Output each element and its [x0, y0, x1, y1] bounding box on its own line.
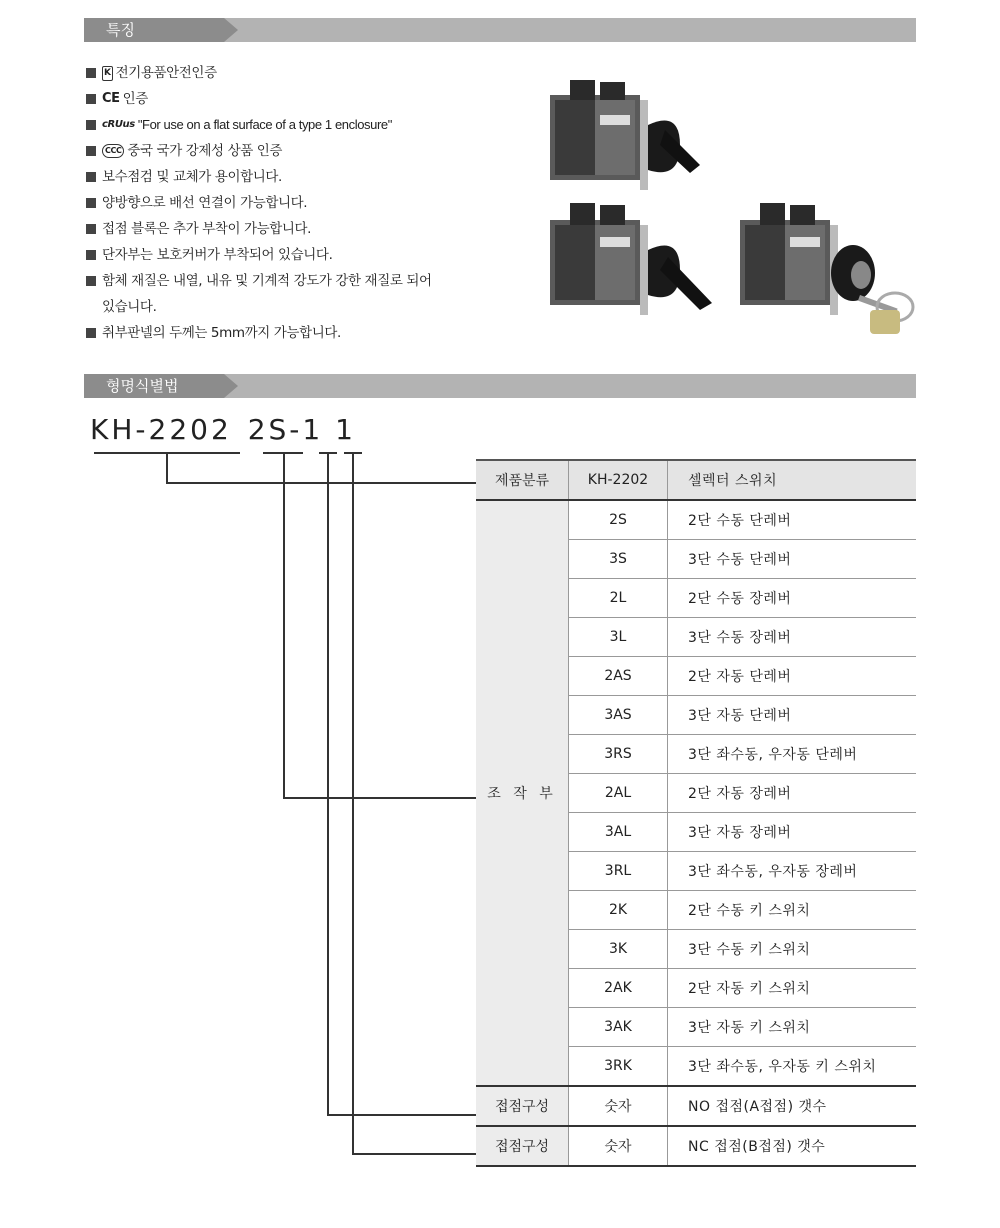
- feature-item: 취부판넬의 두께는 5mm까지 가능합니다.: [86, 320, 506, 346]
- nc-connector-v: [352, 452, 354, 1155]
- table-row: 조 작 부 2S 2단 수동 단레버: [476, 500, 916, 540]
- feature-item: 접점 블록은 추가 부착이 가능합니다.: [86, 216, 506, 242]
- prefix-connector-h: [166, 482, 476, 484]
- table-row: 2L 2단 수동 장레버: [476, 579, 916, 618]
- features-list: [86, 60, 506, 346]
- operator-group-label: 조 작 부: [476, 500, 569, 1086]
- model-section-header: [84, 374, 916, 398]
- table-header-row: [476, 460, 916, 500]
- header-desc: 셀렉터 스위치: [668, 460, 917, 500]
- feature-item-continuation: 있습니다.: [102, 299, 157, 315]
- features-section-header: [84, 18, 916, 42]
- feature-item: 양방향으로 배선 연결이 가능합니다.: [86, 190, 506, 216]
- table-row: 3L 3단 수동 장레버: [476, 618, 916, 657]
- table-row: 3AL 3단 자동 장레버: [476, 813, 916, 852]
- table-row-contact-nc: 접점구성 숫자 NC 접점(B접점) 갯수: [476, 1126, 916, 1166]
- table-row-contact-no: 접점구성 숫자 NO 접점(A접점) 갯수: [476, 1086, 916, 1126]
- feature-item: CE 인증: [86, 86, 506, 112]
- model-code: [90, 413, 356, 446]
- model-section-title: 형명식별법: [84, 374, 224, 398]
- feature-item: 단자부는 보호커버가 부착되어 있습니다.: [86, 242, 506, 268]
- model-code-no: 1: [302, 413, 324, 446]
- feature-item: cRUus "For use on a flat surface of a type 1 enclosure": [86, 112, 506, 138]
- table-row: 3RL 3단 좌수동, 우자동 장레버: [476, 852, 916, 891]
- table-row: 3S 3단 수동 단레버: [476, 540, 916, 579]
- selector-switch-short-lever-image: [540, 70, 710, 195]
- header-category: 제품분류: [476, 460, 569, 500]
- model-code-dash: -: [289, 413, 303, 446]
- table-row: 3RK 3단 좌수동, 우자동 키 스위치: [476, 1047, 916, 1087]
- selector-switch-long-lever-image: [540, 195, 720, 320]
- nc-connector-h: [352, 1153, 476, 1155]
- model-code-prefix: KH-2202: [90, 413, 232, 446]
- table-row: 2K 2단 수동 키 스위치: [476, 891, 916, 930]
- selector-switch-key-image: [735, 195, 920, 345]
- table-row: 2AS 2단 자동 단레버: [476, 657, 916, 696]
- model-spec-table: [476, 459, 916, 1167]
- features-section-title: 특징: [84, 18, 224, 42]
- feature-item: 함체 재질은 내열, 내유 및 기계적 강도가 강한 재질로 되어: [86, 268, 506, 294]
- culus-mark-icon: cRUus: [102, 119, 135, 130]
- no-connector-v: [327, 452, 329, 1116]
- table-row: 3K 3단 수동 키 스위치: [476, 930, 916, 969]
- feature-item: 보수점검 및 교체가 용이합니다.: [86, 164, 506, 190]
- prefix-connector-v: [166, 452, 168, 484]
- ce-mark-icon: CE: [102, 91, 120, 106]
- table-row: 3AS 3단 자동 단레버: [476, 696, 916, 735]
- model-code-operator: 2S: [247, 413, 290, 446]
- table-row: 2AL 2단 자동 장레버: [476, 774, 916, 813]
- feature-item: CCC 중국 국가 강제성 상품 인증: [86, 138, 506, 164]
- operator-connector-h: [283, 797, 476, 799]
- ccc-mark-icon: CCC: [102, 144, 124, 158]
- table-row: 3RS 3단 좌수동, 우자동 단레버: [476, 735, 916, 774]
- table-row: 2AK 2단 자동 키 스위치: [476, 969, 916, 1008]
- header-code: KH-2202: [569, 460, 668, 500]
- kc-mark-icon: K: [102, 66, 113, 81]
- table-row: 3AK 3단 자동 키 스위치: [476, 1008, 916, 1047]
- operator-connector-v: [283, 452, 285, 799]
- feature-item: K 전기용품안전인증: [86, 60, 506, 86]
- no-connector-h: [327, 1114, 476, 1116]
- model-code-nc: 1: [335, 413, 356, 446]
